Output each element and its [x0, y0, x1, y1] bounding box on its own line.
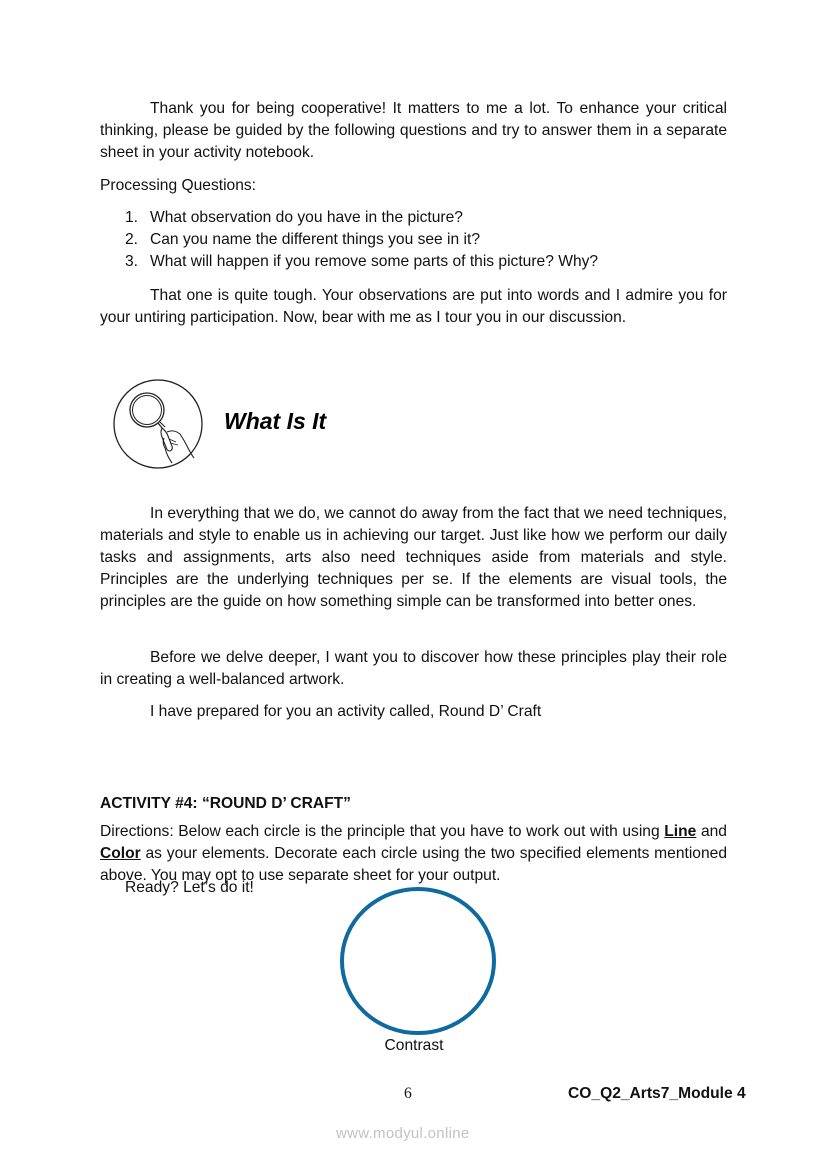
page-number: 6	[404, 1085, 412, 1102]
question-number: 2.	[125, 231, 139, 248]
activity-circle-outline	[342, 889, 494, 1033]
question-number: 1.	[125, 209, 139, 226]
question-item	[100, 251, 727, 273]
discussion-paragraph: In everything that we do, we cannot do away from the fact that we need techniques, materials and style to enable us in achieving our target. Just like how we perform our daily tasks and assignments, arts also need techniques aside from materials and style. Principles are the underlying techniques per se. If the elements are visual tools, the principles are the guide on how something simple can be transformed into better ones.	[100, 505, 727, 610]
processing-questions-list	[100, 207, 727, 273]
circle-label: Contrast	[384, 1037, 444, 1054]
discussion-paragraph: I have prepared for you an activity called, Round D’ Craft	[150, 703, 542, 720]
directions-text: Directions: Below each circle is the principle that you have to work out with using	[100, 823, 665, 840]
ready-prompt: Ready? Let’s do it!	[125, 879, 254, 896]
section-title: What Is It	[224, 408, 327, 434]
processing-questions-label: Processing Questions:	[100, 177, 257, 194]
magnifying-glass-icon	[112, 378, 204, 470]
contrast-circle[interactable]	[339, 886, 497, 1036]
watermark: www.modyul.online	[336, 1125, 470, 1142]
element-color: Color	[100, 845, 141, 862]
question-text: Can you name the different things you see in it?	[150, 231, 480, 248]
question-text: What will happen if you remove some parts of this picture? Why?	[150, 253, 599, 270]
intro-paragraph: Thank you for being cooperative! It matters to me a lot. To enhance your critical thinking, please be guided by the following questions and try to answer them in a separate sheet in your activity notebook.	[100, 100, 727, 161]
question-item	[100, 229, 727, 251]
directions-text: and	[696, 823, 727, 840]
question-item	[100, 207, 727, 229]
question-number: 3.	[125, 253, 139, 270]
module-code: CO_Q2_Arts7_Module 4	[568, 1085, 746, 1102]
activity-title: ACTIVITY #4: “ROUND D’ CRAFT”	[100, 795, 351, 812]
element-line: Line	[664, 823, 697, 840]
directions-text: as your elements. Decorate each circle using the two specified elements mentioned above. You may opt to use separate sheet for your output.	[100, 845, 727, 884]
intro-closing-paragraph: That one is quite tough. Your observations are put into words and I admire you for your untiring participation. Now, bear with me as I tour you in our discussion.	[100, 287, 727, 326]
discussion-paragraph: Before we delve deeper, I want you to discover how these principles play their role in creating a well-balanced artwork.	[100, 649, 727, 688]
question-text: What observation do you have in the picture?	[150, 209, 463, 226]
